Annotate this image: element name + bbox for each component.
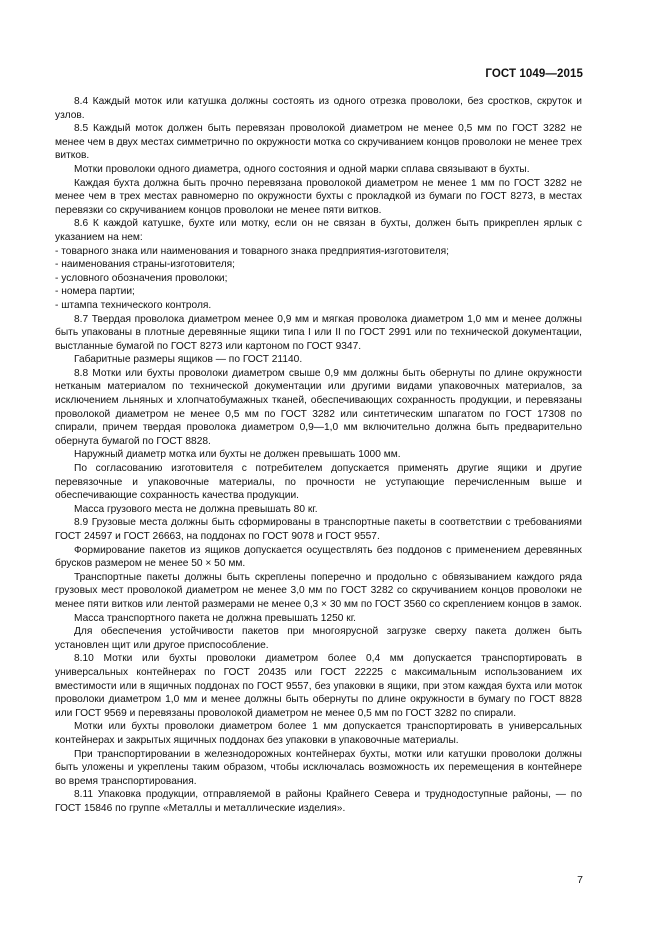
paragraph: Масса грузового места не должна превышать 80 кг. (74, 503, 318, 515)
paragraph: Наружный диаметр мотка или бухты не должен превышать 1000 мм. (74, 449, 401, 461)
document-body (55, 95, 582, 815)
list-item: - товарного знака или наименования и товарного знака предприятия-изготовителя; (55, 245, 450, 257)
paragraph: При транспортировании в железнодорожных контейнерах бухты, мотки или катушки проволоки должны быть уложены и укреплены таким образом, чтобы исключалась возможность их перемещения в контейнере во время транспортирования. (55, 748, 582, 787)
paragraph: Масса транспортного пакета не должна превышать 1250 кг. (74, 612, 357, 624)
list-item: - наименования страны-изготовителя; (55, 259, 236, 271)
paragraph: 8.4 Каждый моток или катушка должны состоять из одного отрезка проволоки, без сростков, скруток и узлов. (55, 96, 582, 121)
paragraph: Мотки проволоки одного диаметра, одного состояния и одной марки сплава связывают в бухты. (74, 163, 530, 175)
document-id-header: ГОСТ 1049—2015 (485, 68, 583, 80)
paragraph: 8.9 Грузовые места должны быть сформированы в транспортные пакеты в соответствии с требованиями ГОСТ 24597 и ГОСТ 26663, на поддонах по ГОСТ 9078 и ГОСТ 9557. (55, 517, 582, 542)
paragraph: Мотки или бухты проволоки диаметром более 1 мм допускается транспортировать в универсальных контейнерах и закрытых ящичных поддонах без упаковки в упаковочные материалы. (55, 721, 582, 746)
paragraph: Транспортные пакеты должны быть скреплены поперечно и продольно с обвязыванием каждого ряда грузовых мест проволокой диаметром не менее 3,0 мм по ГОСТ 3282 со скручиванием концов проволоки не менее пяти витков или лентой размерами не менее 0,3 × 30 мм по ГОСТ 3560 со скреплением концов в замок. (55, 571, 582, 610)
paragraph: Формирование пакетов из ящиков допускается осуществлять без поддонов с применением деревянных брусков размером не менее 50 × 50 мм. (55, 544, 582, 570)
paragraph: По согласованию изготовителя с потребителем допускается применять другие ящики и другие перевязочные и упаковочные материалы, по прочности не уступающие перечисленным выше и обеспечивающие сохранность качества продукции. (55, 463, 582, 502)
paragraph: 8.11 Упаковка продукции, отправляемой в районы Крайнего Севера и труднодоступные районы, — по ГОСТ 15846 по группе «Металлы и металлические изделия». (55, 789, 582, 814)
list-item: - условного обозначения проволоки; (55, 272, 228, 284)
page-number: 7 (577, 874, 583, 886)
paragraph: Каждая бухта должна быть прочно перевязана проволокой диаметром не менее 1 мм по ГОСТ 3282 не менее чем в трех местах равномерно по окружности бухты с прокладкой из бумаги по ГОСТ 8273, в местах перевязки со скручиванием концов проволоки не менее пяти витков. (55, 177, 582, 216)
paragraph: Габаритные размеры ящиков — по ГОСТ 21140. (74, 354, 303, 366)
paragraph: 8.10 Мотки или бухты проволоки диаметром более 0,4 мм допускается транспортировать в универсальных контейнерах по ГОСТ 20435 или ГОСТ 22225 с максимальным использованием их вместимости или в ящичных поддонах по ГОСТ 9557, без упаковки в ящики, при этом каждая бухта или моток проволоки диаметром 1,0 мм и менее должны быть обернуты по длине окружности в бумагу по ГОСТ 8828 или ГОСТ 9569 и перевязаны проволокой диаметром не менее 0,5 мм по ГОСТ 3282 по спирали. (55, 653, 582, 719)
paragraph: Для обеспечения устойчивости пакетов при многоярусной загрузке сверху пакета должен быть установлен щит или другое приспособление. (55, 626, 582, 651)
list-item: - штампа технического контроля. (55, 299, 212, 311)
paragraph: 8.5 Каждый моток должен быть перевязан проволокой диаметром не менее 0,5 мм по ГОСТ 3282 не менее чем в двух местах симметрично по окружности мотка со скручиванием концов проволоки не менее трех витков. (55, 123, 582, 162)
list-item: - номера партии; (55, 286, 135, 298)
paragraph: 8.8 Мотки или бухты проволоки диаметром свыше 0,9 мм должны быть обернуты по длине окружности нетканым материалом по технической документации или другими видами упаковочных материалов, за исключением льняных и хлопчатобумажных тканей, обеспечивающих сохранность продукции, и перевязаны проволокой диаметром не менее 0,5 мм по ГОСТ 3282 или синтетическим шпагатом по ГОСТ 17308 по спирали, причем твердая проволока диаметром 0,9—1,0 мм включительно должна быть предварительно обернута бумагой по ГОСТ 8828. (55, 367, 582, 447)
paragraph: 8.6 К каждой катушке, бухте или мотку, если он не связан в бухты, должен быть прикреплен ярлык с указанием на нем: (55, 218, 582, 243)
paragraph: 8.7 Твердая проволока диаметром менее 0,9 мм и мягкая проволока диаметром 1,0 мм и менее должны быть упакованы в плотные деревянные ящики типа I или II по ГОСТ 2991 или по технической документации, выстланные бумагой по ГОСТ 8273 или картоном по ГОСТ 9347. (55, 313, 582, 352)
